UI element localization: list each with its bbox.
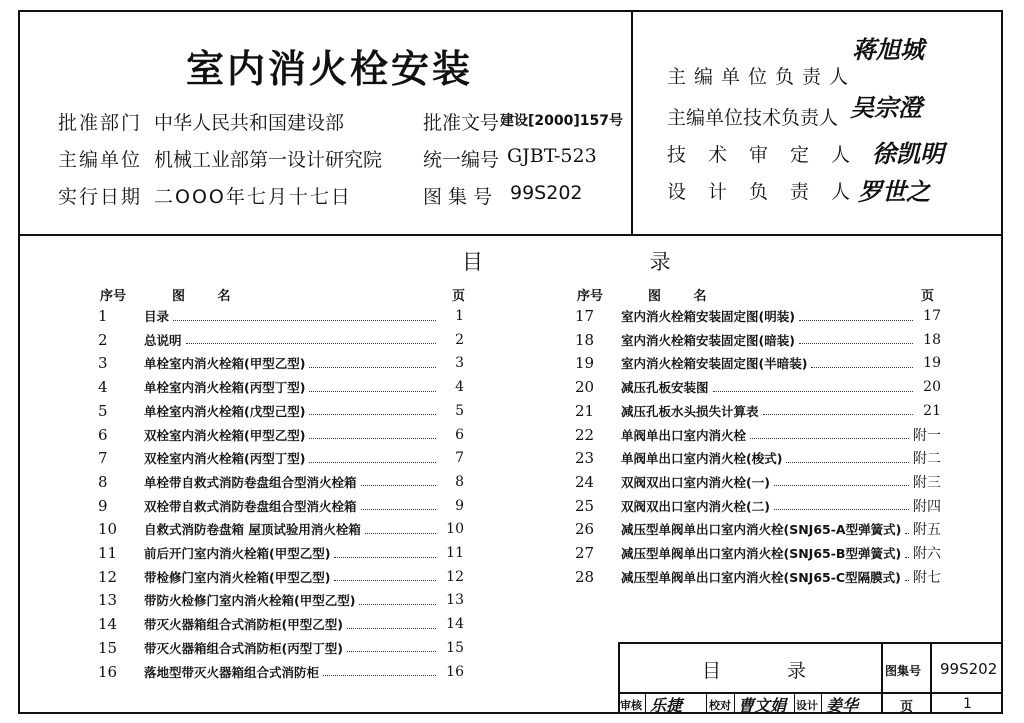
toc-row-leader-dots: [323, 675, 436, 676]
toc-row-name: 室内消火栓箱安装固定图(暗装): [621, 332, 795, 348]
title-block-vline-a: [645, 693, 646, 714]
toc-row-number: 16: [98, 662, 118, 681]
toc-row: [98, 400, 464, 422]
toc-row: [98, 495, 464, 517]
toc-row: [98, 566, 464, 588]
title-block-design-label: 设计: [796, 699, 818, 712]
left-col-page-header: 页: [452, 289, 466, 304]
toc-row-number: 5: [98, 401, 108, 420]
toc-row-name: 双栓室内消火栓箱(甲型乙型): [144, 427, 306, 443]
toc-row: [98, 424, 464, 446]
atlas-title: 室内消火栓安装: [186, 47, 474, 91]
title-block-vline-1: [881, 642, 883, 714]
left-col-no-header: 序号: [100, 289, 127, 304]
toc-row-page: 7: [455, 450, 464, 467]
toc-row-page: 附二: [913, 451, 941, 468]
toc-row-leader-dots: [774, 509, 909, 510]
title-block-check-signature: 曹文娟: [738, 696, 787, 715]
toc-row-page: 12: [446, 568, 464, 585]
toc-row-number: 24: [575, 472, 595, 491]
toc-row-number: 12: [98, 567, 118, 586]
toc-row-leader-dots: [309, 414, 436, 415]
toc-row: [98, 637, 464, 659]
toc-row-page: 16: [446, 663, 464, 680]
header-divider: [18, 234, 1003, 236]
toc-row-number: 6: [98, 425, 108, 444]
toc-row-leader-dots: [173, 320, 436, 321]
toc-row-leader-dots: [309, 438, 436, 439]
toc-row-page: 附五: [913, 522, 941, 539]
toc-row-name: 减压孔板安装图: [621, 380, 709, 396]
atlas-no-value: 99S202: [510, 182, 583, 204]
role-label-tech-head: 主编单位技术负责人: [667, 107, 839, 129]
unified-no-label: 统一编号: [423, 149, 500, 171]
toc-row: [98, 661, 464, 683]
chief-unit-label: 主编单位: [58, 149, 143, 171]
title-block-vline-d: [794, 693, 795, 714]
toc-row-name: 单栓室内消火栓箱(丙型丁型): [144, 380, 306, 396]
toc-row-page: 10: [446, 521, 464, 538]
toc-row-page: 附三: [913, 474, 941, 491]
toc-row: [575, 352, 941, 374]
toc-row-leader-dots: [799, 320, 913, 321]
toc-row-page: 4: [455, 379, 464, 396]
toc-row-page: 18: [923, 331, 941, 348]
toc-row-leader-dots: [763, 414, 913, 415]
toc-row: [98, 518, 464, 540]
toc-row: [575, 424, 941, 446]
toc-row-leader-dots: [334, 580, 436, 581]
toc-row-number: 18: [575, 330, 595, 349]
toc-row: [98, 542, 464, 564]
toc-row-page: 21: [923, 402, 941, 419]
right-col-no-header: 序号: [577, 289, 604, 304]
toc-row-leader-dots: [359, 604, 436, 605]
title-block-page-value: 1: [963, 696, 972, 712]
toc-row-leader-dots: [347, 651, 436, 652]
signature-tech-reviewer: 徐凯明: [872, 139, 944, 168]
signature-design-head: 罗世之: [858, 177, 930, 206]
toc-row: [98, 471, 464, 493]
toc-row-leader-dots: [361, 509, 436, 510]
toc-row-page: 附七: [913, 569, 941, 586]
toc-row: [575, 447, 941, 469]
atlas-no-label: 图集号: [423, 186, 499, 208]
right-col-name-header: 图 名: [648, 289, 721, 304]
toc-row-number: 15: [98, 638, 118, 657]
toc-row-leader-dots: [309, 391, 436, 392]
role-label-chief-unit-head: 主编单位负责人: [667, 66, 857, 88]
chief-unit-value: 机械工业部第一设计研究院: [154, 149, 383, 171]
toc-row-name: 双阀双出口室内消火栓(一): [621, 474, 770, 490]
toc-row: [575, 305, 941, 327]
title-block-review-signature: 乐捷: [650, 696, 683, 715]
toc-row-name: 带灭火器箱组合式消防柜(甲型乙型): [144, 617, 343, 633]
toc-row-name: 带检修门室内消火栓箱(甲型乙型): [144, 569, 331, 585]
toc-row-number: 8: [98, 472, 108, 491]
toc-row-page: 2: [455, 331, 464, 348]
title-block-design-signature: 姜华: [826, 696, 859, 715]
toc-row-name: 减压型单阀单出口室内消火栓(SNJ65-A型弹簧式): [621, 522, 902, 538]
toc-row-leader-dots: [905, 580, 909, 581]
toc-row-name: 带灭火器箱组合式消防柜(丙型丁型): [144, 640, 343, 656]
title-block-vline-e: [821, 693, 822, 714]
toc-row-page: 1: [455, 308, 464, 324]
toc-row-name: 单栓室内消火栓箱(戊型己型): [144, 403, 306, 419]
toc-row-name: 前后开门室内消火栓箱(甲型乙型): [144, 546, 331, 561]
toc-row-name: 室内消火栓箱安装固定图(半暗装): [621, 356, 808, 372]
toc-row-number: 4: [98, 378, 108, 397]
toc-row-name: 总说明: [144, 332, 182, 348]
toc-row-leader-dots: [347, 628, 436, 629]
toc-row-leader-dots: [309, 462, 436, 463]
toc-row-number: 1: [98, 307, 108, 325]
toc-row-page: 19: [923, 355, 941, 372]
toc-row: [98, 376, 464, 398]
approval-dept-value: 中华人民共和国建设部: [154, 112, 345, 134]
toc-row-leader-dots: [774, 485, 909, 486]
toc-row-page: 附四: [913, 498, 941, 515]
toc-row: [575, 518, 941, 540]
left-col-name-header: 图 名: [172, 289, 245, 304]
toc-row-number: 26: [575, 520, 595, 539]
toc-row: [575, 400, 941, 422]
toc-row: [575, 376, 941, 398]
toc-row: [575, 566, 941, 588]
signature-tech-head: 吴宗澄: [850, 93, 922, 122]
approval-doc-label: 批准文号: [423, 112, 500, 134]
toc-title: 目 录: [462, 250, 751, 274]
title-block-review-label: 审核: [620, 699, 642, 712]
toc-row-name: 减压孔板水头损失计算表: [621, 403, 759, 419]
toc-row-number: 25: [575, 496, 595, 515]
toc-row-name: 目录: [144, 309, 170, 324]
toc-row-number: 13: [98, 591, 118, 610]
title-block-page-label: 页: [900, 700, 914, 715]
title-block-name: 目 录: [702, 660, 837, 682]
toc-row-name: 室内消火栓箱安装固定图(明装): [621, 309, 795, 324]
right-col-page-header: 页: [921, 289, 935, 304]
title-block-vline-b: [706, 693, 707, 714]
role-label-design-head: 设计负责人: [667, 181, 873, 203]
toc-row-page: 6: [455, 426, 464, 443]
toc-row-page: 8: [455, 473, 464, 490]
toc-row-page: 5: [455, 402, 464, 419]
toc-row-number: 27: [575, 544, 595, 562]
toc-row-name: 减压型单阀单出口室内消火栓(SNJ65-C型隔膜式): [621, 569, 901, 585]
toc-row: [98, 447, 464, 469]
title-block-vline-2: [930, 642, 932, 714]
toc-row-name: 自救式消防卷盘箱 屋顶试验用消火栓箱: [144, 522, 361, 538]
toc-row-number: 17: [575, 307, 595, 325]
toc-row-leader-dots: [905, 557, 909, 558]
toc-row: [575, 471, 941, 493]
toc-row-number: 11: [98, 544, 118, 562]
toc-row-page: 3: [455, 355, 464, 372]
effective-date-value: 二OOO年七月十七日: [154, 186, 352, 208]
title-block-check-label: 校对: [709, 699, 731, 712]
toc-row-name: 落地型带灭火器箱组合式消防柜: [144, 664, 320, 680]
toc-row-leader-dots: [905, 533, 909, 534]
toc-row-leader-dots: [786, 462, 909, 463]
toc-row-number: 7: [98, 449, 108, 468]
toc-row-name: 减压型单阀单出口室内消火栓(SNJ65-B型弹簧式): [621, 546, 902, 561]
toc-row-page: 13: [446, 592, 464, 609]
toc-row-number: 21: [575, 401, 595, 420]
toc-row-page: 14: [446, 616, 464, 633]
toc-row-leader-dots: [811, 367, 913, 368]
toc-row-leader-dots: [365, 533, 436, 534]
toc-row-page: 20: [923, 379, 941, 396]
toc-row: [98, 613, 464, 635]
toc-row-leader-dots: [361, 485, 436, 486]
toc-row-number: 22: [575, 425, 595, 444]
toc-row-number: 10: [98, 520, 118, 539]
unified-no-value: GJBT-523: [507, 145, 597, 167]
toc-row-leader-dots: [309, 367, 436, 368]
title-block-atlas-label: 图集号: [885, 664, 922, 678]
toc-row-name: 带防火检修门室内消火栓箱(甲型乙型): [144, 593, 356, 609]
toc-row-leader-dots: [713, 391, 913, 392]
toc-row-number: 3: [98, 354, 108, 373]
toc-row: [575, 495, 941, 517]
role-label-tech-reviewer: 技术审定人: [667, 144, 873, 166]
toc-row-leader-dots: [799, 343, 913, 344]
approval-dept-label: 批准部门: [58, 112, 143, 134]
effective-date-label: 实行日期: [58, 186, 143, 208]
toc-row-number: 19: [575, 354, 595, 373]
toc-row-page: 附一: [913, 427, 941, 444]
title-block-atlas-value: 99S202: [940, 660, 998, 678]
toc-row: [98, 305, 464, 327]
toc-row-number: 20: [575, 378, 595, 397]
toc-row: [575, 542, 941, 564]
toc-row: [575, 329, 941, 351]
toc-row-name: 双阀双出口室内消火栓(二): [621, 498, 770, 514]
toc-row-name: 单阀单出口室内消火栓: [621, 427, 747, 443]
toc-row-number: 28: [575, 567, 595, 586]
toc-row-number: 14: [98, 615, 118, 634]
toc-row-number: 2: [98, 330, 108, 349]
toc-row: [98, 352, 464, 374]
toc-row: [98, 329, 464, 351]
toc-row-page: 9: [455, 497, 464, 514]
toc-row-name: 双栓室内消火栓箱(丙型丁型): [144, 451, 306, 467]
toc-row: [98, 589, 464, 611]
signature-chief-unit-head: 蒋旭城: [852, 35, 924, 64]
toc-row-page: 11: [446, 545, 464, 561]
toc-row-name: 单栓带自救式消防卷盘组合型消火栓箱: [144, 474, 357, 490]
toc-row-page: 15: [446, 639, 464, 656]
toc-row-leader-dots: [750, 438, 909, 439]
toc-row-number: 9: [98, 496, 108, 515]
toc-row-name: 单栓室内消火栓箱(甲型乙型): [144, 356, 306, 372]
approval-doc-value: 建设[2000]157号: [500, 113, 623, 129]
header-vertical-divider: [631, 10, 633, 235]
toc-row-name: 双栓带自救式消防卷盘组合型消火栓箱: [144, 498, 357, 514]
toc-row-number: 23: [575, 449, 595, 468]
toc-row-name: 单阀单出口室内消火栓(梭式): [621, 451, 783, 467]
toc-row-leader-dots: [186, 343, 436, 344]
title-block-vline-c: [734, 693, 735, 714]
toc-row-page: 17: [923, 308, 941, 324]
toc-row-leader-dots: [334, 557, 436, 558]
toc-row-page: 附六: [913, 546, 941, 562]
